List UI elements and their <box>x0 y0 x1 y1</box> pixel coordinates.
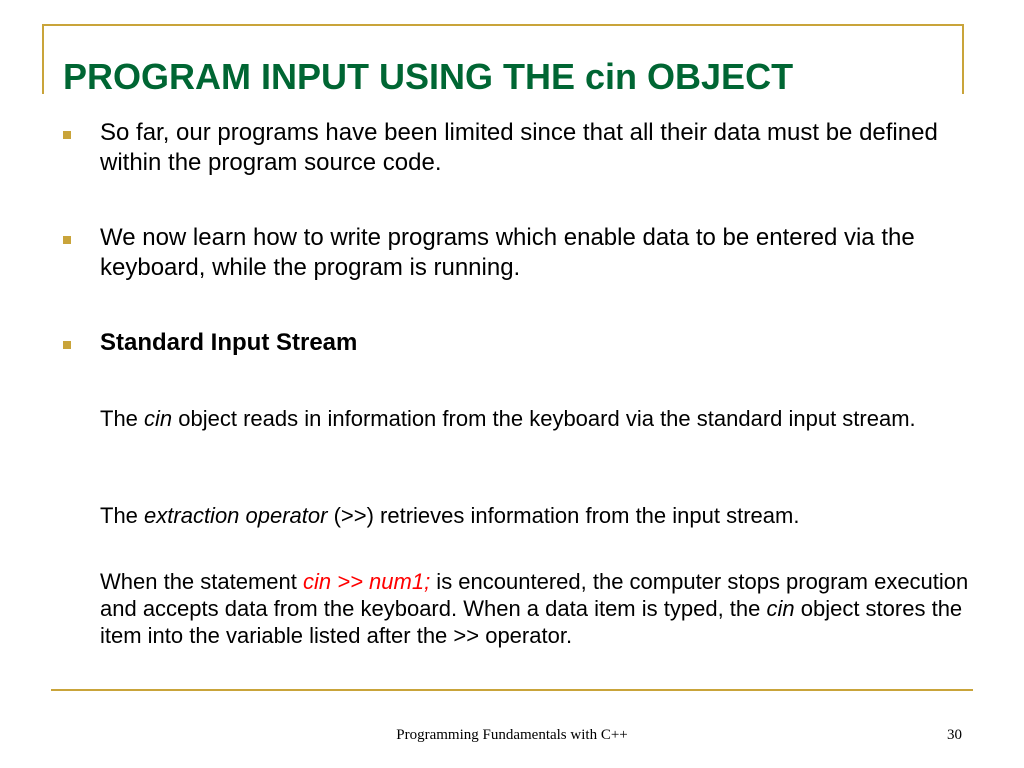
paragraph-cin-object <box>100 405 970 432</box>
italic-term: cin <box>144 406 173 431</box>
paragraph-text: object reads in information from the keyboard via the standard input stream. <box>172 406 916 431</box>
paragraph-text: object stores the item into the variable listed after the >> operator. <box>100 596 963 648</box>
title-frame-right-rule <box>962 24 964 94</box>
bullet-text-3: Standard Input Stream <box>100 329 358 356</box>
paragraph-text: is encountered, the computer stops program execution and accepts data from the keyboard. When a data item is typed, the <box>100 569 969 621</box>
bullet-text-2: We now learn how to write programs which enable data to be entered via the keyboard, while the program is running. <box>100 224 915 281</box>
page-number: 30 <box>947 727 962 743</box>
paragraph-text: The <box>100 406 145 431</box>
bullet-square-icon <box>63 341 71 349</box>
footer-course-title: Programming Fundamentals with C++ <box>396 727 628 743</box>
paragraph-statement <box>100 568 970 649</box>
footer-rule <box>51 689 973 691</box>
paragraph-extraction-operator <box>100 502 970 529</box>
code-snippet: cin >> num1; <box>303 569 431 594</box>
bullet-square-icon <box>63 131 71 139</box>
italic-term: extraction operator <box>144 503 328 528</box>
bullet-text-1: So far, our programs have been limited since that all their data must be defined within the program source code. <box>100 119 938 176</box>
italic-term: cin <box>766 596 795 621</box>
title-frame-left-rule <box>42 24 44 94</box>
paragraph-text: When the statement <box>100 569 303 594</box>
paragraph-text: The <box>100 503 145 528</box>
bullet-square-icon <box>63 236 71 244</box>
paragraph-text: (>>) retrieves information from the input stream. <box>327 503 800 528</box>
title-frame-top-rule <box>42 24 964 26</box>
slide-title: PROGRAM INPUT USING THE cin OBJECT <box>63 56 794 97</box>
